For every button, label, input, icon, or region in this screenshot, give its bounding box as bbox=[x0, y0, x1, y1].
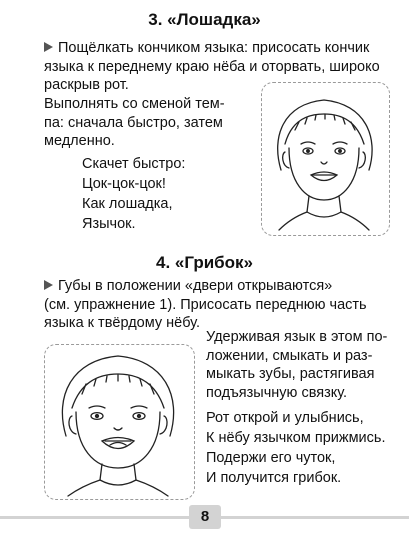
section-3-title: 3. «Лошадка» bbox=[148, 10, 261, 29]
verse-line: Скачет быстро: bbox=[82, 156, 186, 172]
section-3-tempo bbox=[44, 95, 259, 151]
section-4-hold bbox=[206, 328, 402, 402]
instruction-line: раскрыв рот. bbox=[44, 77, 129, 93]
footer-rule-left bbox=[0, 516, 189, 519]
instruction-line: Губы в положении «двери открываются» bbox=[58, 278, 333, 294]
section-4-verse bbox=[206, 408, 385, 488]
verse-line: Цок-цок-цок! bbox=[82, 176, 166, 192]
instruction-line: языка к переднему краю нёба и оторвать, широко bbox=[44, 58, 380, 75]
verse-line: И получится грибок. bbox=[206, 470, 342, 486]
verse-line: Подержи его чуток, bbox=[206, 450, 336, 466]
instruction-line: языка к твёрдому нёбу. bbox=[44, 315, 201, 331]
hold-line: ложении, смыкать и раз- bbox=[206, 347, 373, 364]
page-number: 8 bbox=[189, 505, 221, 529]
instruction-line: Пощёлкать кончиком языка: присосать кончик bbox=[58, 40, 370, 56]
tempo-line: Выполнять со сменой тем- bbox=[44, 96, 225, 112]
tempo-line: медленно. bbox=[44, 133, 115, 149]
child-face-illustration bbox=[44, 344, 193, 498]
instruction-line: (см. упражнение 1). Присосать переднюю часть bbox=[44, 296, 367, 313]
verse-line: Как лошадка, bbox=[82, 196, 173, 212]
bullet-triangle-icon bbox=[44, 42, 53, 52]
hold-line: подъязычную связку. bbox=[206, 384, 348, 401]
hold-line: мыкать зубы, растягивая bbox=[206, 366, 375, 382]
section-3-verse bbox=[82, 154, 185, 234]
verse-line: К нёбу язычком прижмись. bbox=[206, 430, 386, 446]
verse-line: Язычок. bbox=[82, 216, 136, 232]
hold-line: Удерживая язык в этом по- bbox=[206, 329, 388, 345]
footer-rule-right bbox=[221, 516, 409, 519]
child-face-illustration bbox=[261, 82, 388, 234]
bullet-triangle-icon bbox=[44, 280, 53, 290]
section-4-instruction bbox=[44, 277, 399, 333]
tempo-line: па: сначала быстро, затем bbox=[44, 114, 223, 131]
section-4-title: 4. «Грибок» bbox=[155, 253, 254, 272]
verse-line: Рот открой и улыбнись, bbox=[206, 410, 364, 426]
